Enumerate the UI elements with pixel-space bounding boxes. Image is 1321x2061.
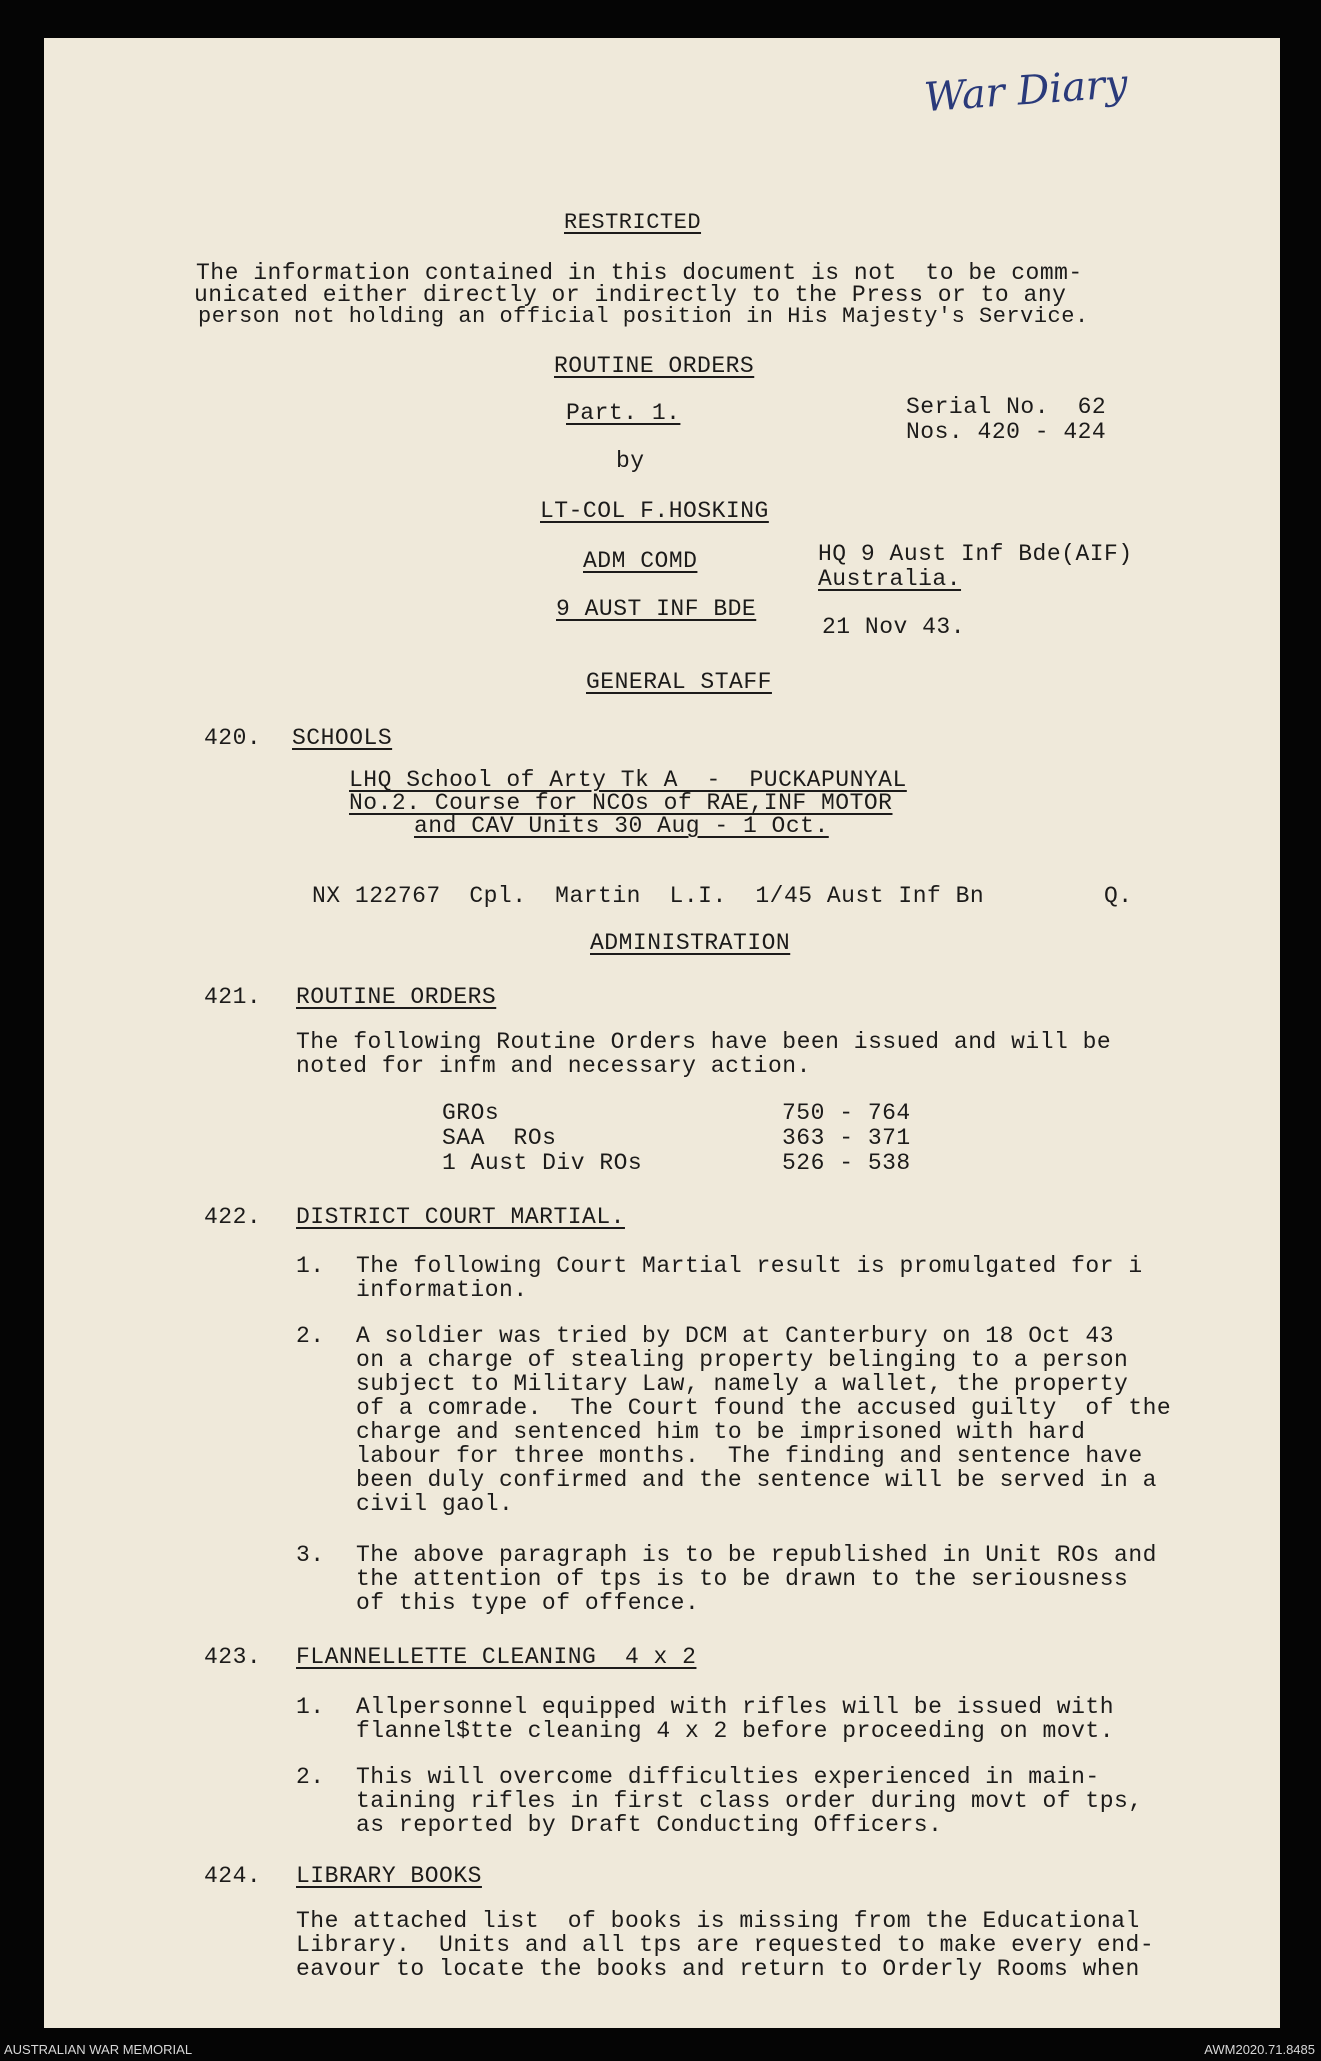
order-numbers: Nos. 420 - 424 xyxy=(906,419,1107,445)
item-number-424: 424. xyxy=(204,1863,262,1889)
fl-para-2-line-3: as reported by Draft Conducting Officers. xyxy=(356,1812,943,1838)
hq-line-1: HQ 9 Aust Inf Bde(AIF) xyxy=(818,541,1133,567)
routine-intro-line-1: The following Routine Orders have been issued and will be xyxy=(296,1029,1112,1055)
routine-orders-item-title: ROUTINE ORDERS xyxy=(296,984,497,1010)
archive-credit: AUSTRALIAN WAR MEMORIAL xyxy=(4,2042,193,2057)
fl-para-1-line-1: Allpersonnel equipped with rifles will be issued with xyxy=(356,1694,1115,1720)
cm-para-1-line-1: The following Court Martial result is promulgated for i xyxy=(356,1253,1143,1279)
library-line-1: The attached list of books is missing from the Educational xyxy=(296,1908,1140,1934)
routine-intro-line-2: noted for infm and necessary action. xyxy=(296,1053,811,1079)
handwritten-note: War Diary xyxy=(922,60,1130,122)
court-martial-title: DISTRICT COURT MARTIAL. xyxy=(296,1204,625,1230)
cm-para-2-line-2: on a charge of stealing property belinging to a person xyxy=(356,1347,1129,1373)
routine-orders-title: ROUTINE ORDERS xyxy=(554,353,755,379)
cm-para-2-line-1: A soldier was tried by DCM at Canterbury on 18 Oct 43 xyxy=(356,1323,1115,1349)
fl-para-2-line-1: This will overcome difficulties experienced in main- xyxy=(356,1764,1100,1790)
flannelette-title: FLANNELLETTE CLEANING 4 x 2 xyxy=(296,1644,697,1670)
officer-name: LT-COL F.HOSKING xyxy=(540,498,769,524)
fl-para-1-num: 1. xyxy=(296,1694,325,1720)
cm-para-2-num: 2. xyxy=(296,1323,325,1349)
item-number-421: 421. xyxy=(204,984,262,1010)
cm-para-2-line-7: been duly confirmed and the sentence will be served in a xyxy=(356,1467,1157,1493)
schools-title: SCHOOLS xyxy=(292,725,393,751)
cm-para-2-line-5: charge and sentenced him to be imprisoned with hard xyxy=(356,1419,1086,1445)
course-line-1: LHQ School of Arty Tk A - PUCKAPUNYAL xyxy=(349,767,907,793)
nominee-entry: NX 122767 Cpl. Martin L.I. 1/45 Aust Inf Bn xyxy=(312,883,985,909)
cm-para-3-num: 3. xyxy=(296,1542,325,1568)
cm-para-1-num: 1. xyxy=(296,1253,325,1279)
cm-para-3-line-3: of this type of offence. xyxy=(356,1590,700,1616)
course-line-3: and CAV Units 30 Aug - 1 Oct. xyxy=(414,813,829,839)
order-name-3: 1 Aust Div ROs xyxy=(442,1150,643,1176)
formation: 9 AUST INF BDE xyxy=(556,596,757,622)
nominee-grade: Q. xyxy=(1104,883,1133,909)
document-page xyxy=(44,38,1280,2028)
library-books-title: LIBRARY BOOKS xyxy=(296,1863,482,1889)
notice-line-1: The information contained in this document is not to be comm- xyxy=(196,260,1083,286)
notice-line-3: person not holding an official position in His Majesty's Service. xyxy=(198,304,1089,329)
cm-para-2-line-4: of a comrade. The Court found the accused guilty of the xyxy=(356,1395,1172,1421)
cm-para-1-line-2: information. xyxy=(356,1277,528,1303)
part-label: Part. 1. xyxy=(566,400,681,426)
order-name-1: GROs xyxy=(442,1100,500,1126)
item-number-420: 420. xyxy=(204,725,262,751)
document-date: 21 Nov 43. xyxy=(822,614,966,640)
order-range-3: 526 - 538 xyxy=(782,1150,911,1176)
notice-line-2: unicated either directly or indirectly to the Press or to any xyxy=(194,282,1067,308)
hq-line-2: Australia. xyxy=(818,566,962,592)
restricted-heading: RESTRICTED xyxy=(564,210,702,235)
cm-para-2-line-3: subject to Military Law, namely a wallet, the property xyxy=(356,1371,1129,1397)
order-range-2: 363 - 371 xyxy=(782,1125,911,1151)
cm-para-2-line-6: labour for three months. The finding and sentence have xyxy=(356,1443,1143,1469)
serial-number: Serial No. 62 xyxy=(906,394,1107,420)
cm-para-3-line-1: The above paragraph is to be republished in Unit ROs and xyxy=(356,1542,1157,1568)
general-staff-heading: GENERAL STAFF xyxy=(586,669,772,695)
order-name-2: SAA ROs xyxy=(442,1125,557,1151)
library-line-2: Library. Units and all tps are requested to make every end- xyxy=(296,1932,1155,1958)
cm-para-2-line-8: civil gaol. xyxy=(356,1491,514,1517)
cm-para-3-line-2: the attention of tps is to be drawn to the seriousness xyxy=(356,1566,1129,1592)
item-number-422: 422. xyxy=(204,1204,262,1230)
archive-reference: AWM2020.71.8485 xyxy=(1204,2042,1315,2057)
fl-para-2-num: 2. xyxy=(296,1764,325,1790)
order-range-1: 750 - 764 xyxy=(782,1100,911,1126)
fl-para-1-line-2: flannel$tte cleaning 4 x 2 before proceeding on movt. xyxy=(356,1718,1115,1744)
library-line-3: eavour to locate the books and return to Orderly Rooms when xyxy=(296,1956,1140,1982)
administration-heading: ADMINISTRATION xyxy=(590,930,791,956)
by-label: by xyxy=(616,448,645,474)
course-line-2: No.2. Course for NCOs of RAE,INF MOTOR xyxy=(349,790,893,816)
fl-para-2-line-2: taining rifles in first class order during movt of tps, xyxy=(356,1788,1143,1814)
officer-role: ADM COMD xyxy=(583,548,698,574)
item-number-423: 423. xyxy=(204,1644,262,1670)
